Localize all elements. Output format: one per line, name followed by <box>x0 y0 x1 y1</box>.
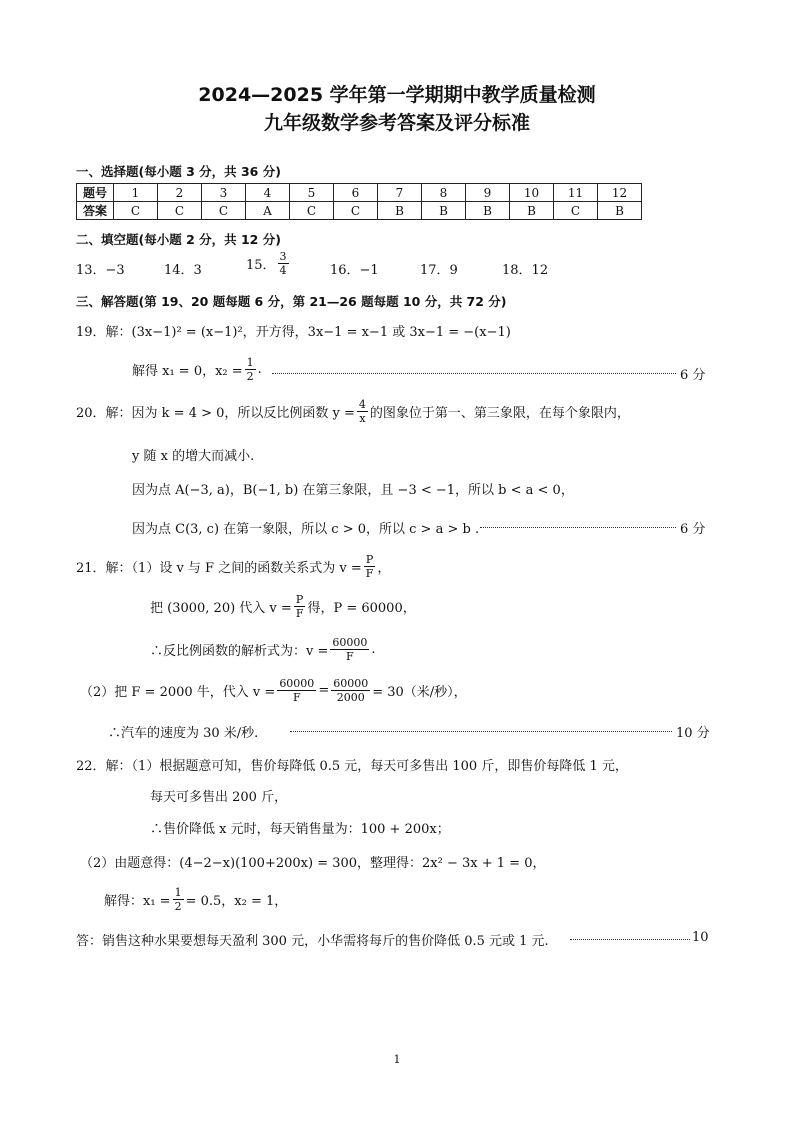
q19-score: 6 分 <box>680 368 706 383</box>
page-title-line1: 2024—2025 学年第一学期期中教学质量检测 <box>198 84 596 106</box>
answer-row-label: 答案 <box>77 202 114 220</box>
q19-line2 <box>132 356 262 383</box>
q21-line4-equals: = <box>318 683 330 698</box>
q19-line1: 19．解：(3x−1)² = (x−1)²，开方得，3x−1 = x−1 或 3x−1 = −(x−1) <box>76 325 511 340</box>
question-number-cell: 1 <box>114 184 158 202</box>
fraction-denominator: F <box>346 650 354 663</box>
answer-cell: C <box>290 202 334 220</box>
question-number-cell: 12 <box>598 184 642 202</box>
question-row-label: 题号 <box>77 184 114 202</box>
question-number-cell: 4 <box>246 184 290 202</box>
fraction <box>364 553 376 580</box>
answer-row <box>77 202 642 220</box>
question-number-cell: 3 <box>202 184 246 202</box>
fraction-numerator: 60000 <box>333 677 369 690</box>
section1-heading: 一、选择题(每小题 3 分，共 36 分) <box>76 164 281 179</box>
q19-line2-end: . <box>257 362 262 377</box>
question-number-cell: 9 <box>466 184 510 202</box>
section2-heading: 二、填空题(每小题 2 分，共 12 分) <box>76 232 281 247</box>
q21-line1-end: ， <box>377 561 391 576</box>
fraction-numerator: 3 <box>279 250 287 263</box>
question-number-cell: 8 <box>422 184 466 202</box>
answer-cell: C <box>114 202 158 220</box>
page-number: 1 <box>393 1053 401 1066</box>
fill-answer-17: 17．9 <box>420 263 458 278</box>
fraction <box>357 398 368 425</box>
question-number-cell: 7 <box>378 184 422 202</box>
fill-answer-18: 18．12 <box>502 263 549 278</box>
q21-score: 10 分 <box>676 726 710 741</box>
question-number-cell: 10 <box>510 184 554 202</box>
score-leader-dots <box>290 731 672 732</box>
answer-cell: C <box>202 202 246 220</box>
fraction-denominator: 2 <box>174 900 182 913</box>
fraction-numerator: P <box>295 593 304 606</box>
fill-answer-16: 16．−1 <box>330 263 379 278</box>
q21-line5: ∴汽车的速度为 30 米/秒. <box>108 726 259 741</box>
fraction-denominator: x <box>359 412 366 425</box>
q21-line3 <box>150 636 376 663</box>
fill-answer-15-label: 15． <box>246 258 276 273</box>
answer-cell: B <box>422 202 466 220</box>
fraction-numerator: 1 <box>174 886 182 899</box>
q20-line1 <box>76 398 630 425</box>
question-number-row <box>77 184 642 202</box>
fraction <box>277 677 316 704</box>
q22-line5-text: 解得：x₁ = <box>104 894 171 909</box>
answer-cell: C <box>334 202 378 220</box>
q22-line5-end: = 0.5，x₂ = 1， <box>185 894 288 909</box>
fill-answer-13: 13．−3 <box>76 263 125 278</box>
q22-line4: （2）由题意得：(4−2−x)(100+200x) = 300，整理得：2x² − 3x + 1 = 0， <box>80 856 546 871</box>
q22-line2: 每天可多售出 200 斤， <box>150 790 288 805</box>
fraction <box>245 356 256 383</box>
fraction-denominator: F <box>365 567 374 580</box>
q21-line2-text: 把 (3000, 20) 代入 v = <box>150 601 292 616</box>
q22-score: 10 <box>692 930 709 945</box>
q22-line5 <box>104 886 287 913</box>
answer-table <box>76 183 642 220</box>
fraction-numerator: 60000 <box>279 677 315 690</box>
fraction <box>173 886 184 913</box>
fraction-denominator: 2000 <box>336 691 365 704</box>
q21-line4 <box>80 677 467 704</box>
fraction-numerator: 1 <box>246 356 254 369</box>
answer-cell: A <box>246 202 290 220</box>
question-number-cell: 6 <box>334 184 378 202</box>
fraction-numerator: P <box>365 553 374 566</box>
q20-line1-text: 20．解：因为 k = 4 > 0，所以反比例函数 y = <box>76 406 355 421</box>
fraction <box>330 636 369 663</box>
q21-line1 <box>76 553 390 580</box>
fraction-numerator: 60000 <box>332 636 368 649</box>
fraction-denominator: F <box>295 607 304 620</box>
q21-line4-text: （2）把 F = 2000 牛，代入 v = <box>80 685 276 700</box>
q21-line2 <box>150 593 416 620</box>
fill-answer-15 <box>246 250 291 277</box>
fraction <box>294 593 306 620</box>
score-leader-dots <box>272 373 676 374</box>
fraction-numerator: 4 <box>358 398 366 411</box>
q20-line3: 因为点 A(−3, a)，B(−1, b) 在第三象限，且 −3 < −1，所以 b < a < 0， <box>132 483 574 498</box>
q20-score: 6 分 <box>680 522 706 537</box>
answer-cell: B <box>510 202 554 220</box>
question-number-cell: 2 <box>158 184 202 202</box>
answer-cell: C <box>554 202 598 220</box>
q22-line3: ∴售价降低 x 元时，每天销售量为：100 + 200x； <box>150 822 450 837</box>
section3-heading: 三、解答题(第 19、20 题每题 6 分，第 21—26 题每题 10 分，共 72 分) <box>76 294 507 309</box>
q20-line4: 因为点 C(3, c) 在第一象限，所以 c > 0，所以 c > a > b . <box>132 522 480 537</box>
q21-line3-end: . <box>371 642 376 657</box>
q22-line1: 22．解：（1）根据题意可知，售价每降低 0.5 元，每天可多售出 100 斤，即售价每降低 1 元， <box>76 759 628 774</box>
fraction <box>331 677 370 704</box>
answer-cell: B <box>598 202 642 220</box>
q21-line4-end: = 30（米/秒）， <box>372 685 467 700</box>
q19-line2-text: 解得 x₁ = 0，x₂ = <box>132 364 243 379</box>
fill-answer-14: 14．3 <box>164 263 202 278</box>
answer-cell: C <box>158 202 202 220</box>
fraction-denominator: 4 <box>279 264 287 277</box>
fraction <box>278 250 289 277</box>
q20-line2: y 随 x 的增大而减小. <box>132 449 255 464</box>
q22-answer-line: 答：销售这种水果要想每天盈利 300 元，小华需将每斤的售价降低 0.5 元或 1 元. <box>76 934 549 949</box>
fraction-denominator: F <box>292 691 301 704</box>
q21-line2-end: 得，P = 60000， <box>307 601 416 616</box>
page-title-line2: 九年级数学参考答案及评分标准 <box>263 112 530 134</box>
fraction-denominator: 2 <box>246 370 254 383</box>
score-leader-dots <box>480 527 676 528</box>
q20-line1-end: 的图象位于第一、第三象限，在每个象限内， <box>369 406 630 421</box>
score-leader-dots <box>570 939 690 940</box>
answer-cell: B <box>466 202 510 220</box>
question-number-cell: 5 <box>290 184 334 202</box>
answer-cell: B <box>378 202 422 220</box>
q21-line1-text: 21．解：（1）设 v 与 F 之间的函数关系式为 v = <box>76 561 362 576</box>
question-number-cell: 11 <box>554 184 598 202</box>
q21-line3-text: ∴反比例函数的解析式为：v = <box>150 644 329 659</box>
